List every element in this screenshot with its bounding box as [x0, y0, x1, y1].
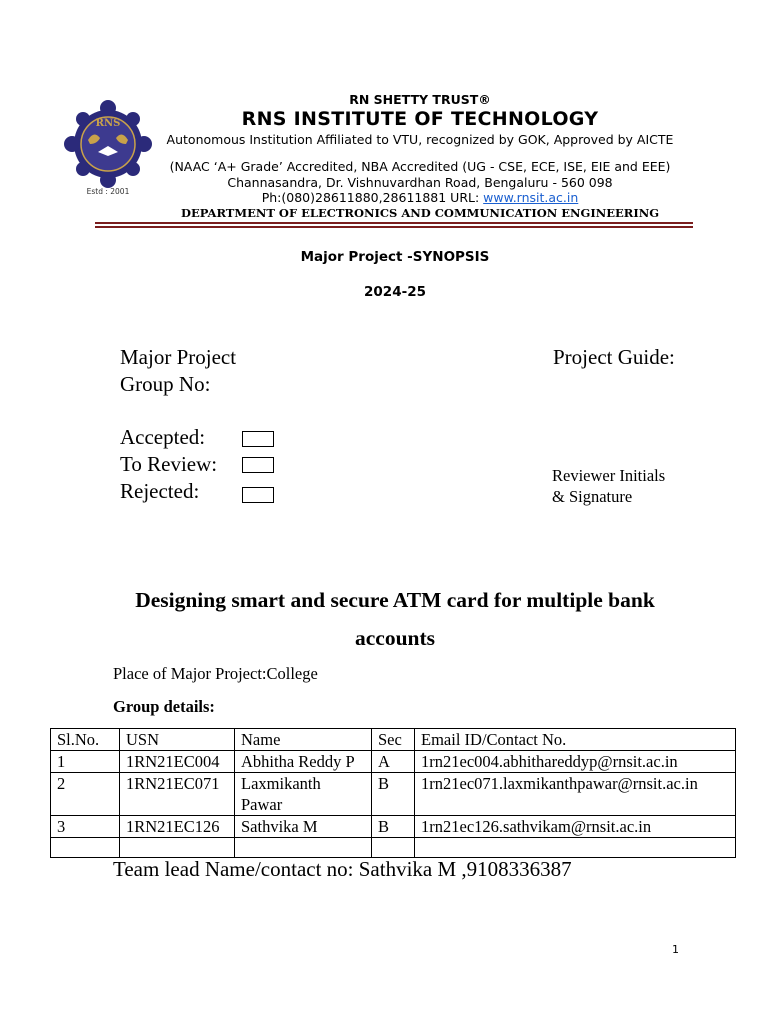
header-divider-top [95, 222, 693, 224]
page-number: 1 [672, 943, 679, 956]
table-cell [372, 838, 415, 858]
accreditation-line: (NAAC ‘A+ Grade’ Accredited, NBA Accredited (UG - CSE, ECE, ISE, EIE and EEE) [169, 159, 671, 174]
table-cell: Sathvika M [235, 816, 372, 838]
table-cell: 1 [51, 751, 120, 773]
table-cell: Laxmikanth Pawar [235, 773, 372, 816]
trust-name: RN SHETTY TRUST® [349, 92, 491, 107]
logo-estd: Estd : 2001 [86, 187, 130, 196]
table-cell: 2 [51, 773, 120, 816]
table-cell: 1RN21EC126 [120, 816, 235, 838]
table-cell [235, 838, 372, 858]
address-line: Channasandra, Dr. Vishnuvardhan Road, Bengaluru - 560 098 [227, 175, 613, 190]
table-header-cell: Sl.No. [51, 729, 120, 751]
table-header-cell: Name [235, 729, 372, 751]
reviewer-initials-label: Reviewer Initials [552, 466, 666, 485]
table-row [51, 773, 736, 816]
affiliation-line: Autonomous Institution Affiliated to VTU, recognized by GOK, Approved by AICTE [166, 132, 674, 147]
rejected-checkbox[interactable] [242, 487, 274, 503]
table-row [51, 816, 736, 838]
header-divider-bottom [95, 226, 693, 228]
table-row-empty [51, 838, 736, 858]
project-title-line2: accounts [354, 626, 436, 650]
table-cell [120, 838, 235, 858]
group-label-line2: Group No: [120, 372, 211, 396]
reviewer-signature-label: & Signature [552, 487, 633, 506]
rejected-label: Rejected: [120, 479, 200, 503]
table-cell: A [372, 751, 415, 773]
department-name: DEPARTMENT OF ELECTRONICS AND COMMUNICATION ENGINEERING [180, 206, 660, 220]
academic-year: 2024-25 [364, 284, 426, 300]
to-review-label: To Review: [120, 452, 218, 476]
group-details-table [50, 728, 736, 858]
contact-line [150, 190, 690, 205]
table-header-cell: Sec [372, 729, 415, 751]
table-cell: B [372, 773, 415, 816]
table-cell: 1rn21ec071.laxmikanthpawar@rnsit.ac.in [415, 773, 736, 816]
group-label-line1: Major Project [120, 345, 237, 369]
institute-name: RNS INSTITUTE OF TECHNOLOGY [241, 108, 599, 130]
phone-text: Ph:(080)28611880,28611881 URL: [261, 190, 484, 205]
team-lead-contact: Team lead Name/contact no: Sathvika M ,9108336387 [113, 857, 572, 881]
table-cell: 1RN21EC071 [120, 773, 235, 816]
place-of-project: Place of Major Project:College [113, 664, 318, 683]
table-header-row [51, 729, 736, 751]
table-cell: 1rn21ec126.sathvikam@rnsit.ac.in [415, 816, 736, 838]
table-cell: 3 [51, 816, 120, 838]
table-cell [415, 838, 736, 858]
table-cell: Abhitha Reddy P [235, 751, 372, 773]
table-cell [51, 838, 120, 858]
synopsis-heading: Major Project -SYNOPSIS [300, 249, 490, 265]
website-link[interactable]: www.rnsit.ac.in [483, 190, 579, 205]
to-review-checkbox[interactable] [242, 457, 274, 473]
accepted-checkbox[interactable] [242, 431, 274, 447]
project-title-line1: Designing smart and secure ATM card for multiple bank [135, 588, 655, 612]
table-cell: 1RN21EC004 [120, 751, 235, 773]
table-row [51, 751, 736, 773]
institute-logo [62, 100, 154, 198]
accepted-label: Accepted: [120, 425, 206, 449]
table-cell: 1rn21ec004.abhithareddyp@rnsit.ac.in [415, 751, 736, 773]
group-details-label: Group details: [113, 697, 215, 716]
table-cell: B [372, 816, 415, 838]
project-guide-label: Project Guide: [553, 345, 675, 369]
table-header-cell: USN [120, 729, 235, 751]
table-header-cell: Email ID/Contact No. [415, 729, 736, 751]
svg-text:RNS: RNS [95, 118, 121, 129]
